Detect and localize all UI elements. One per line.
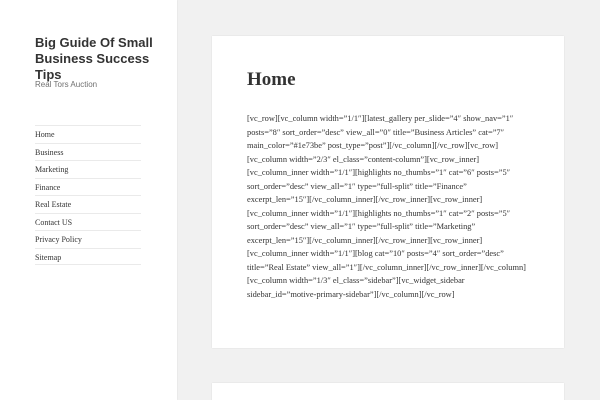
sidebar — [0, 0, 177, 400]
nav-item-privacy-policy[interactable]: Privacy Policy — [35, 230, 141, 248]
nav-item-real-estate[interactable]: Real Estate — [35, 195, 141, 213]
main-navigation — [35, 125, 141, 265]
nav-item-sitemap[interactable]: Sitemap — [35, 248, 141, 266]
article-content: [vc_row][vc_column width=”1/1″][latest_gallery per_slide=”4″ show_nav=”1″ posts=”8″ sort_order=”desc” view_all=”0″ title=”Business Articles” cat=”7″ main_color=”#1e73be” post_type=”post”][/vc_column][/vc_row][vc_row][vc_column width=”2/3″ el_class=”content-column”][vc_row_inner][vc_column_inner width=”1/1″][highlights no_thumbs=”1″ cat=”6″ posts=”5″ sort_order=”desc” view_all=”1″ type=”full-split” title=”Finance” excerpt_len=”15″][/vc_column_inner][/vc_row_inner][vc_row_inner][vc_column_inner width=”1/1″][highlights no_thumbs=”1″ cat=”2″ posts=”5″ sort_order=”desc” view_all=”1″ type=”full-split” title=”Marketing” excerpt_len=”15″][/vc_column_inner][/vc_row_inner][vc_row_inner][vc_column_inner width=”1/1″][blog cat=”10″ posts=”4″ sort_order=”desc” title=”Real Estate” view_all=”1″][/vc_column_inner][/vc_row_inner][/vc_column][vc_column width=”1/3″ el_class=”sidebar”][vc_widget_sidebar sidebar_id=”motive-primary-sidebar”][/vc_column][/vc_row] — [247, 114, 526, 299]
next-article-panel — [212, 383, 564, 400]
main-article — [212, 36, 564, 348]
nav-item-business[interactable]: Business — [35, 143, 141, 161]
nav-item-contact-us[interactable]: Contact US — [35, 213, 141, 231]
nav-item-finance[interactable]: Finance — [35, 178, 141, 196]
page-title: Home — [247, 69, 296, 90]
site-title-link[interactable]: Big Guide Of Small Business Success Tips — [35, 35, 153, 82]
site-description: Real Tors Auction — [35, 80, 98, 89]
nav-item-home[interactable]: Home — [35, 125, 141, 143]
nav-item-marketing[interactable]: Marketing — [35, 160, 141, 178]
